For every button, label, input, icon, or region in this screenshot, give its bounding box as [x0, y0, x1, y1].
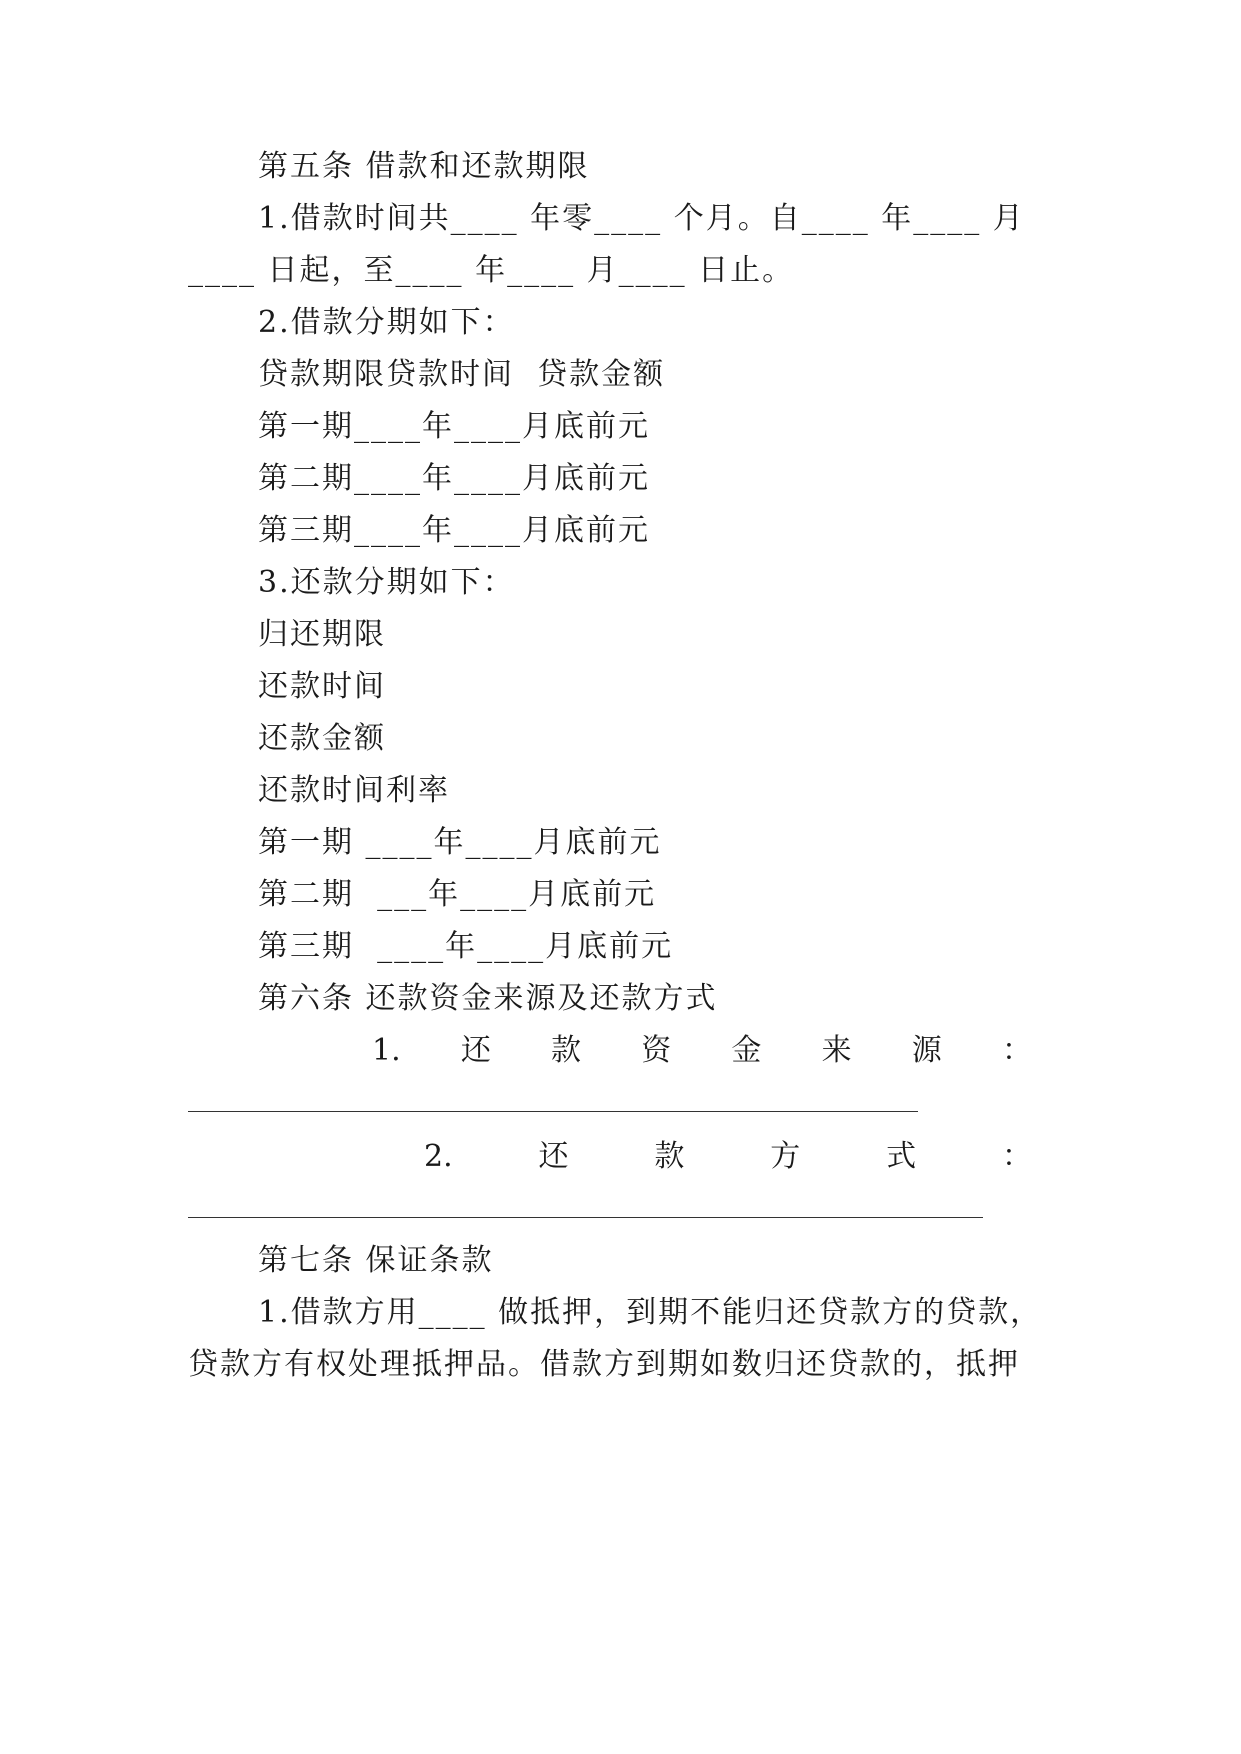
source-char: 还 — [460, 1033, 491, 1068]
article-5-heading: 第五条 借款和还款期限 — [258, 149, 590, 184]
source-char: 源 — [911, 1033, 942, 1068]
source-char: 资 — [641, 1033, 672, 1068]
article-5-item-3-heading: 3.还款分期如下： — [258, 565, 515, 600]
method-char: ： — [1002, 1139, 1032, 1174]
article-7-item-1-line-1: 1.借款方用____ 做抵押，到期不能归还贷款方的贷款， — [258, 1295, 1043, 1330]
repay-label-rate: 还款时间利率 — [258, 773, 450, 808]
loan-row-2: 第二期____年____月底前元 — [258, 461, 650, 496]
repay-label-amount: 还款金额 — [258, 721, 386, 756]
source-char: 金 — [731, 1033, 762, 1068]
repay-row-2: 第二期 ___年____月底前元 — [258, 877, 657, 912]
method-char: 方 — [770, 1139, 801, 1174]
loan-table-header: 贷款期限贷款时间 贷款金额 — [258, 357, 666, 392]
source-char: 来 — [821, 1033, 852, 1068]
source-char: ： — [1001, 1033, 1032, 1068]
loan-row-3: 第三期____年____月底前元 — [258, 513, 650, 548]
blank-underline — [188, 1217, 983, 1218]
method-char: 还 — [538, 1139, 569, 1174]
source-char: 款 — [551, 1033, 581, 1068]
repayment-source-line — [372, 1031, 1032, 1071]
repay-row-1: 第一期 ____年____月底前元 — [258, 825, 662, 860]
method-char: 2. — [424, 1139, 453, 1174]
article-5-item-1-line-2: ____ 日起，至____ 年____ 月____ 日止。 — [188, 253, 795, 288]
source-char: 1. — [372, 1033, 401, 1068]
article-6-heading: 第六条 还款资金来源及还款方式 — [258, 981, 718, 1016]
article-5-item-2-heading: 2.借款分期如下： — [258, 305, 515, 340]
method-char: 款 — [654, 1139, 685, 1174]
repay-label-period: 归还期限 — [258, 617, 386, 652]
repay-row-3: 第三期 ____年____月底前元 — [258, 929, 674, 964]
loan-row-1: 第一期____年____月底前元 — [258, 409, 650, 444]
repay-label-time: 还款时间 — [258, 669, 386, 704]
repayment-method-line — [424, 1137, 1032, 1177]
article-5-item-1-line-1: 1.借款时间共____ 年零____ 个月。自____ 年____ 月 — [258, 201, 1025, 236]
blank-underline — [188, 1111, 918, 1112]
method-char: 式 — [886, 1139, 917, 1174]
article-7-heading: 第七条 保证条款 — [258, 1243, 494, 1278]
article-7-item-1-line-2: 贷款方有权处理抵押品。借款方到期如数归还贷款的，抵押 — [188, 1347, 1020, 1382]
